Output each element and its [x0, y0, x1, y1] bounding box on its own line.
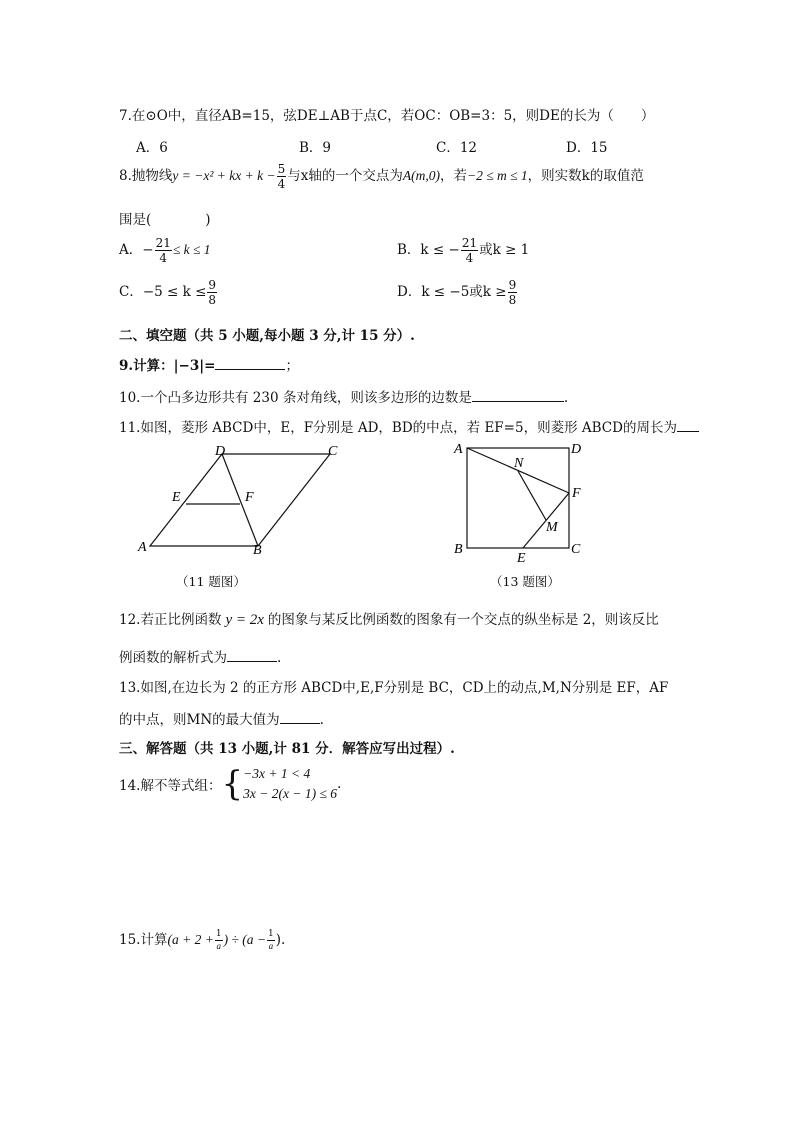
q15-end: ).	[275, 932, 286, 948]
q12-post: 的图象与某反比例函数的图象有一个交点的纵坐标是 2，则该反比	[267, 612, 659, 628]
figure-13-square	[448, 436, 588, 566]
fig11-label-f: F	[245, 490, 254, 505]
q8-mid: 与x轴的一个交点为	[287, 168, 403, 184]
q14-inequality-1: −3x + 1 < 4	[243, 766, 311, 781]
question-7-text: 7.在⊙O中，直径AB=15，弦DE⊥AB于点C，若OC：OB=3：5，则DE的长为（ ）	[119, 108, 655, 124]
fig13-label-e: E	[517, 551, 526, 566]
q8-opta-num: 21	[155, 236, 171, 250]
q14-inequality-2: 3x − 2(x − 1) ≤ 6	[243, 786, 337, 801]
fig13-label-c: C	[571, 542, 581, 557]
q8-optb-num: 21	[461, 236, 478, 250]
question-12-line1	[119, 608, 659, 629]
q10-answer-blank[interactable]	[472, 389, 564, 402]
q13-answer-blank[interactable]	[280, 711, 320, 724]
fig13-label-f: F	[572, 486, 581, 501]
q15-frac2-num: 1	[267, 929, 274, 939]
q14-end: .	[336, 776, 342, 792]
q10-end: .	[563, 390, 569, 406]
fig13-label-b: B	[454, 542, 463, 557]
q12-answer-blank[interactable]	[227, 649, 277, 662]
q14-brace: {	[221, 764, 244, 804]
q7-option-a: A．6	[136, 140, 168, 156]
fig11-label-b: B	[253, 543, 262, 558]
q8-fraction	[277, 163, 287, 190]
q7-option-d: D．15	[566, 140, 608, 156]
question-8-line2: 围是( )	[119, 212, 211, 228]
q9-end: ；	[285, 358, 299, 374]
fig13-label-n: N	[514, 456, 524, 471]
q8-opta-pre: A．−	[119, 242, 154, 258]
question-12-line2	[119, 646, 281, 666]
q12-formula: y = 2x	[225, 612, 264, 628]
q8-option-a	[119, 237, 211, 264]
q8-option-c	[119, 279, 218, 306]
q8-tail: ，则实数k的取值范	[527, 168, 644, 184]
q8-optc-pre: C．−5 ≤ k ≤	[119, 284, 207, 300]
q8-optb-frac	[461, 237, 478, 264]
figure-13-caption: （13 题图）	[490, 574, 560, 589]
question-13-line1: 13.如图,在边长为 2 的正方形 ABCD中,E,F分别是 BC，CD上的动点,M,N分别是 EF，AF	[119, 680, 669, 696]
q15-frac2-den: a	[268, 941, 274, 951]
q15-frac-2	[267, 930, 275, 951]
q15-expr1: (a + 2 +	[167, 932, 214, 947]
q11-answer-blank[interactable]	[677, 419, 699, 432]
q15-pre: 15.计算	[119, 932, 168, 948]
question-13-line2	[119, 708, 324, 728]
figure-11-caption: （11 题图）	[176, 574, 246, 589]
q9-text: 9.计算：|−3|=	[119, 358, 216, 374]
q7-option-c: C．12	[436, 140, 478, 156]
fig13-label-a: A	[454, 442, 463, 457]
section-3-heading: 三、解答题（共 13 小题,计 81 分．解答应写出过程）.	[119, 741, 455, 757]
q15-mid: ) ÷ (a −	[223, 932, 266, 947]
q15-frac1-den: a	[216, 941, 221, 951]
q8-optd-num: 9	[508, 278, 517, 292]
q14-system	[243, 764, 337, 804]
question-11	[119, 416, 699, 436]
q8-optb-den: 4	[465, 251, 474, 265]
q12-end: .	[277, 650, 282, 666]
q8-point: A(m,0)	[402, 168, 440, 183]
q8-optd-den: 8	[508, 293, 517, 307]
segment-nm	[518, 471, 546, 520]
q15-frac-1	[215, 930, 223, 951]
q8-formula: y = −x² + kx + k −	[172, 168, 276, 183]
q11-text: 11.如图，菱形 ABCD中，E，F分别是 AD，BD的中点，若 EF=5，则菱形 ABCD的周长为	[119, 420, 677, 436]
fig11-label-e: E	[172, 490, 181, 505]
q14-pre: 14.解不等式组：	[119, 778, 222, 794]
q8-prefix: 8.抛物线	[119, 168, 173, 184]
q8-optc-num: 9	[208, 278, 217, 292]
question-14	[119, 764, 341, 804]
fig11-label-a: A	[138, 540, 147, 555]
q8-optc-frac	[207, 279, 217, 306]
q13-line2: 的中点，则MN的最大值为	[119, 712, 280, 728]
fig11-label-d: D	[215, 444, 226, 459]
fig13-label-m: M	[546, 520, 558, 535]
q8-opta-frac	[155, 237, 172, 264]
q8-option-d	[397, 279, 518, 306]
q8-optd-pre: D．k ≤ −5或k ≥	[397, 284, 507, 300]
q8-frac-den: 4	[277, 177, 286, 191]
q15-frac1-num: 1	[215, 929, 222, 939]
q8-opta-post: ≤ k ≤ 1	[172, 242, 211, 257]
q8-condition: −2 ≤ m ≤ 1	[466, 168, 528, 183]
section-2-heading: 二、填空题（共 5 小题,每小题 3 分,计 15 分）.	[119, 328, 415, 344]
q8-optd-frac	[508, 279, 518, 306]
q8-optc-den: 8	[208, 293, 217, 307]
q8-optb-pre: B．k ≤ −	[397, 242, 460, 258]
q13-end: .	[319, 712, 324, 728]
q12-pre: 12.若正比例函数	[119, 612, 222, 628]
q8-option-b	[397, 237, 529, 264]
q10-text: 10.一个凸多边形共有 230 条对角线，则该多边形的边数是	[119, 390, 472, 406]
question-15	[119, 928, 285, 951]
question-9	[119, 354, 299, 374]
question-8-line1	[119, 163, 644, 190]
q8-cond-pre: ，若	[439, 168, 467, 184]
fig13-label-d: D	[571, 442, 582, 457]
q12-line2: 例函数的解析式为	[119, 650, 227, 666]
q8-optb-post: 或k ≥ 1	[479, 242, 530, 258]
q8-frac-num: 5	[277, 162, 286, 176]
q9-answer-blank[interactable]	[215, 357, 285, 370]
figure-11-rhombus	[130, 438, 360, 563]
q8-opta-den: 4	[159, 251, 168, 265]
question-10	[119, 386, 568, 406]
fig11-label-c: C	[328, 444, 338, 459]
q7-option-b: B．9	[299, 140, 332, 156]
